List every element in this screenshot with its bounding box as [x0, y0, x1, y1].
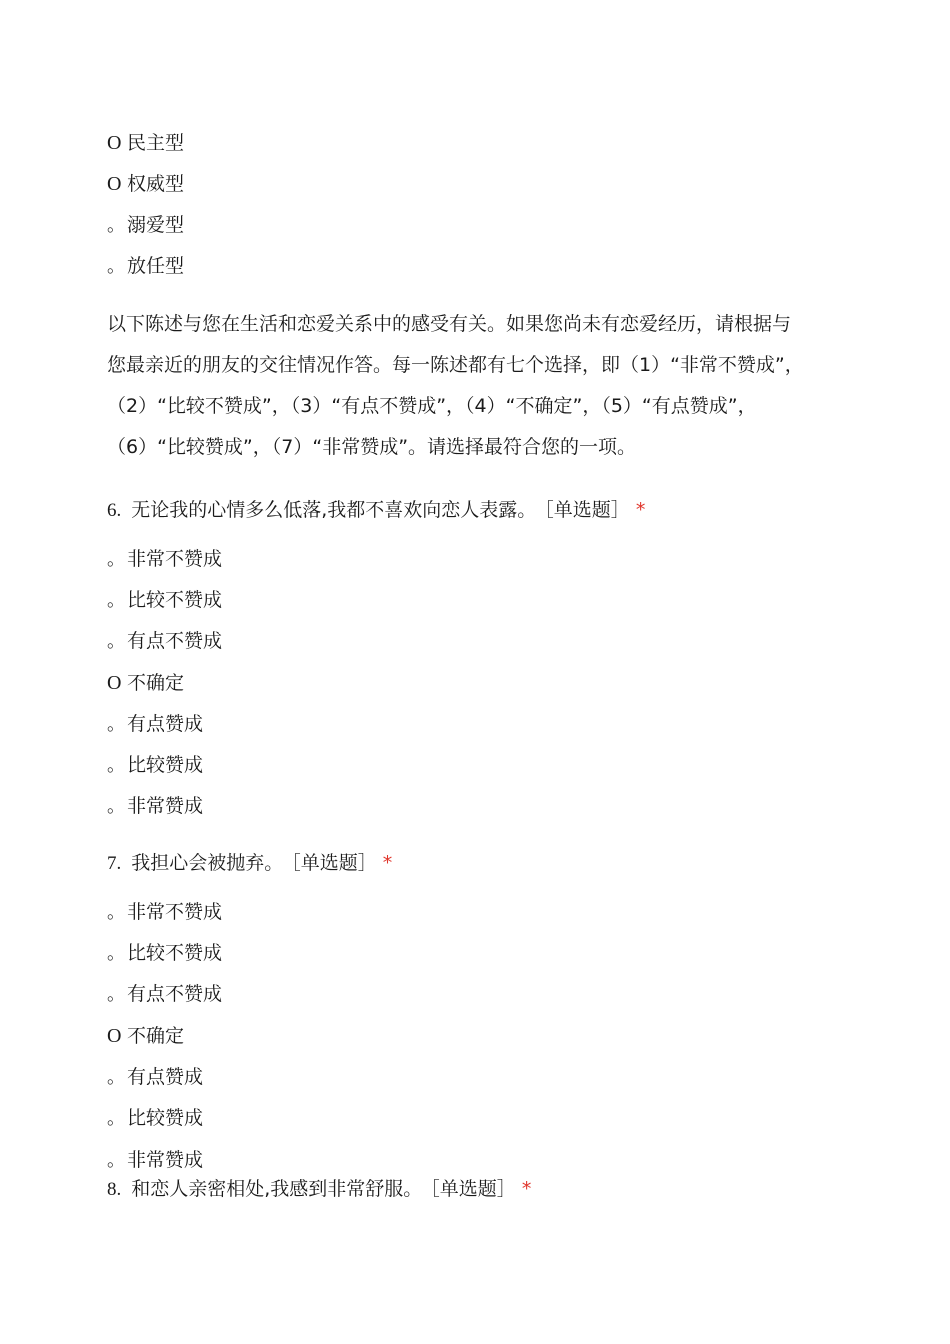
q5-option-authoritative[interactable] [107, 172, 184, 196]
radio-marker: O [107, 173, 122, 195]
radio-marker: 。 [107, 943, 125, 963]
required-marker: * [635, 499, 646, 521]
option-label: 非常不赞成 [127, 901, 223, 923]
q6-option-3[interactable] [107, 629, 222, 653]
question-text: 和恋人亲密相处,我感到非常舒服。 [131, 1178, 423, 1200]
required-marker: * [382, 852, 393, 874]
q6-option-6[interactable] [107, 753, 203, 777]
q5-option-indulgent[interactable] [107, 213, 184, 237]
option-label: 不确定 [127, 672, 185, 694]
radio-marker: 。 [107, 755, 125, 775]
question-number: 8. [107, 1179, 122, 1200]
question-6-title [107, 498, 645, 523]
radio-marker: 。 [107, 590, 125, 610]
option-label: 有点赞成 [127, 1066, 204, 1088]
q5-option-permissive[interactable] [107, 254, 184, 278]
question-text: 我担心会被抛弃。 [131, 852, 284, 874]
option-label: 有点不赞成 [127, 983, 223, 1005]
option-label: 不确定 [127, 1025, 185, 1047]
option-label: 权威型 [127, 173, 185, 195]
instructions-line: （6）“比较赞成”，（7）“非常赞成”。请选择最符合您的一项。 [107, 436, 637, 458]
option-label: 有点不赞成 [127, 630, 223, 652]
question-number: 7. [107, 853, 122, 874]
q6-option-7[interactable] [107, 794, 203, 818]
q6-option-4[interactable] [107, 671, 184, 695]
q6-option-2[interactable] [107, 588, 222, 612]
radio-marker: 。 [107, 549, 125, 569]
radio-marker: 。 [107, 796, 125, 816]
question-type: ［单选题］ [291, 852, 377, 874]
radio-marker: 。 [107, 631, 125, 651]
required-marker: * [521, 1178, 532, 1200]
question-text: 无论我的心情多么低落,我都不喜欢向恋人表露。 [131, 499, 537, 521]
radio-marker: 。 [107, 215, 125, 235]
option-label: 民主型 [127, 132, 185, 154]
instructions-line: （2）“比较不赞成”，（3）“有点不赞成”，（4）“不确定”，（5）“有点赞成”， [107, 395, 757, 417]
question-number: 6. [107, 500, 122, 521]
radio-marker: 。 [107, 902, 125, 922]
radio-marker: 。 [107, 256, 125, 276]
option-label: 非常赞成 [127, 795, 204, 817]
option-label: 比较不赞成 [127, 589, 223, 611]
radio-marker: 。 [107, 1067, 125, 1087]
q7-option-1[interactable] [107, 900, 222, 924]
radio-marker: 。 [107, 714, 125, 734]
option-label: 比较赞成 [127, 754, 204, 776]
option-label: 放任型 [127, 255, 185, 277]
q6-option-1[interactable] [107, 547, 222, 571]
q7-option-6[interactable] [107, 1106, 203, 1130]
radio-marker: 。 [107, 1108, 125, 1128]
option-label: 比较赞成 [127, 1107, 204, 1129]
option-label: 有点赞成 [127, 713, 204, 735]
radio-marker: O [107, 672, 122, 694]
question-7-title [107, 851, 392, 876]
radio-marker: O [107, 132, 122, 154]
q7-option-4[interactable] [107, 1024, 184, 1048]
q7-option-5[interactable] [107, 1065, 203, 1089]
q5-option-democratic[interactable] [107, 131, 184, 155]
option-label: 非常不赞成 [127, 548, 223, 570]
q7-option-7[interactable] [107, 1148, 203, 1172]
question-8-title [107, 1177, 531, 1202]
option-label: 比较不赞成 [127, 942, 223, 964]
option-label: 非常赞成 [127, 1149, 204, 1171]
radio-marker: O [107, 1025, 122, 1047]
radio-marker: 。 [107, 984, 125, 1004]
q7-option-2[interactable] [107, 941, 222, 965]
q6-option-5[interactable] [107, 712, 203, 736]
instructions-line: 您最亲近的朋友的交往情况作答。每一陈述都有七个选择，即（1）“非常不赞成”， [107, 354, 804, 376]
question-type: ［单选题］ [544, 499, 630, 521]
q7-option-3[interactable] [107, 982, 222, 1006]
radio-marker: 。 [107, 1150, 125, 1170]
instructions-line: 以下陈述与您在生活和恋爱关系中的感受有关。如果您尚未有恋爱经历，请根据与 [107, 313, 792, 335]
question-type: ［单选题］ [430, 1178, 516, 1200]
option-label: 溺爱型 [127, 214, 185, 236]
